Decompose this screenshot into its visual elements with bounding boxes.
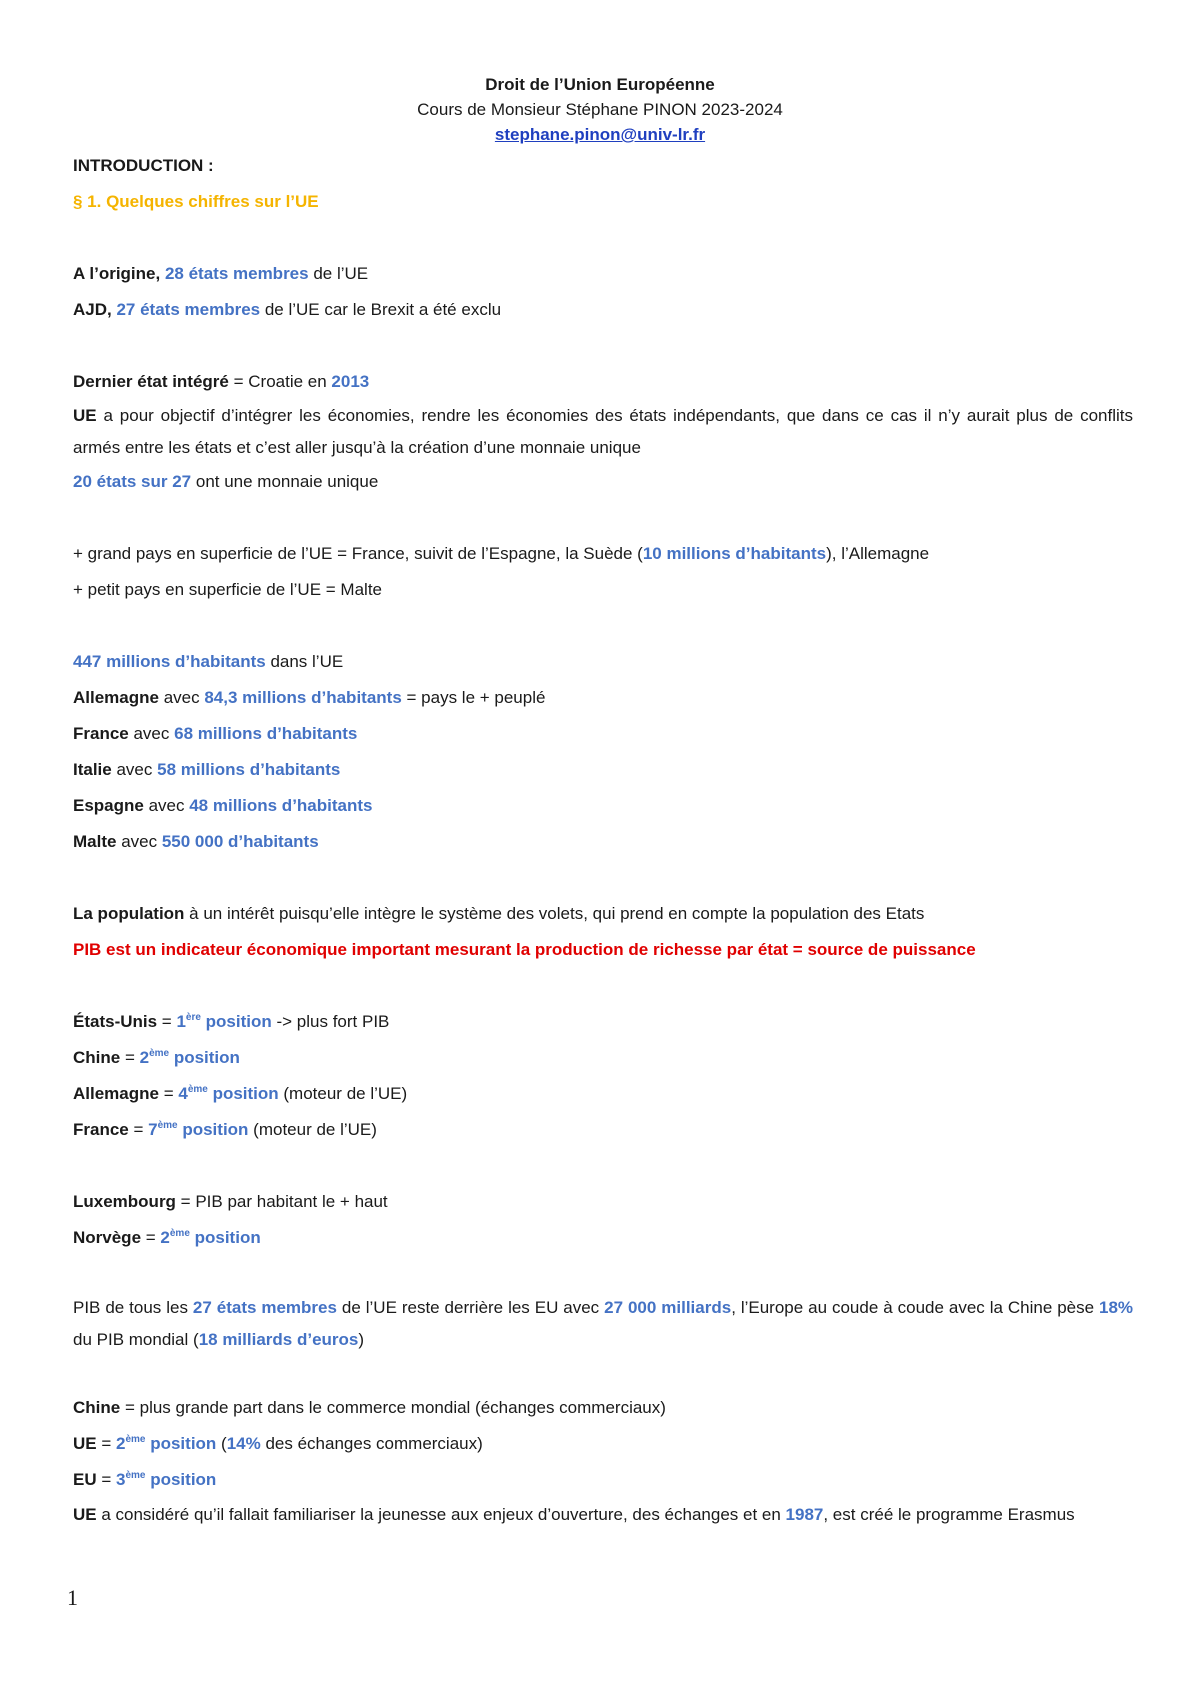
intro-heading: INTRODUCTION : bbox=[73, 156, 214, 175]
line-pib-27: PIB de tous les 27 états membres de l’UE reste derrière les EU avec 27 000 milliards, l’Europe au coude à coude avec la Chine pèse 18% du PIB mondial (18 milliards d’euros) bbox=[73, 1298, 1134, 1349]
line-ue-2eme: UE = 2ème position (14% des échanges commerciaux) bbox=[73, 1434, 483, 1453]
document-title: Droit de l’Union Européenne bbox=[485, 75, 715, 94]
line-population: La population à un intérêt puisqu’elle intègre le système des volets, qui prend en compte la population des Etats bbox=[73, 904, 925, 923]
section-heading: § 1. Quelques chiffres sur l’UE bbox=[73, 192, 319, 211]
line-pop-malte: Malte avec 550 000 d’habitants bbox=[73, 832, 319, 851]
line-ue-objectif: UE a pour objectif d’intégrer les économies, rendre les économies des états indépendants, que dans ce cas il n’y aurait plus de conflits armés entre les états et c’est aller jusqu’à la création d’une monnaie unique bbox=[73, 406, 1133, 457]
email-link[interactable]: stephane.pinon@univ-lr.fr bbox=[494, 125, 706, 144]
line-pop-france: France avec 68 millions d’habitants bbox=[73, 724, 358, 743]
line-grand-pays: + grand pays en superficie de l’UE = France, suivit de l’Espagne, la Suède (10 millions d’habitants), l’Allemagne bbox=[73, 544, 930, 563]
line-monnaie-unique: 20 états sur 27 ont une monnaie unique bbox=[73, 472, 379, 491]
line-origine: A l’origine, 28 états membres de l’UE bbox=[73, 264, 369, 283]
page-number: 1 bbox=[67, 1585, 78, 1610]
course-line: Cours de Monsieur Stéphane PINON 2023-2024 bbox=[417, 100, 783, 119]
line-petit-pays: + petit pays en superficie de l’UE = Malte bbox=[73, 580, 382, 599]
spacer bbox=[73, 220, 1133, 256]
line-rank-france: France = 7ème position (moteur de l’UE) bbox=[73, 1120, 377, 1139]
line-eu-3eme: EU = 3ème position bbox=[73, 1470, 217, 1489]
line-chine-commerce: Chine = plus grande part dans le commerce mondial (échanges commerciaux) bbox=[73, 1398, 666, 1417]
document-body bbox=[73, 148, 1133, 1532]
line-pop-espagne: Espagne avec 48 millions d’habitants bbox=[73, 796, 373, 815]
email-line bbox=[0, 122, 1200, 147]
line-pib-definition: PIB est un indicateur économique important mesurant la production de richesse par état = source de puissance bbox=[73, 940, 976, 959]
spacer bbox=[73, 500, 1133, 536]
line-pop-ue: 447 millions d’habitants dans l’UE bbox=[73, 652, 344, 671]
line-erasmus: UE a considéré qu’il fallait familiariser la jeunesse aux enjeux d’ouverture, des échanges et en 1987, est créé le programme Erasmus bbox=[73, 1505, 1075, 1524]
line-rank-allemagne: Allemagne = 4ème position (moteur de l’UE) bbox=[73, 1084, 408, 1103]
line-pop-italie: Italie avec 58 millions d’habitants bbox=[73, 760, 341, 779]
line-ajd: AJD, 27 états membres de l’UE car le Brexit a été exclu bbox=[73, 300, 502, 319]
spacer bbox=[73, 608, 1133, 644]
spacer bbox=[73, 328, 1133, 364]
spacer bbox=[73, 1356, 1133, 1390]
line-pop-allemagne: Allemagne avec 84,3 millions d’habitants = pays le + peuplé bbox=[73, 688, 546, 707]
line-rank-chine: Chine = 2ème position bbox=[73, 1048, 240, 1067]
spacer bbox=[73, 860, 1133, 896]
line-rank-usa: États-Unis = 1ère position -> plus fort PIB bbox=[73, 1012, 390, 1031]
document-header bbox=[0, 72, 1200, 147]
spacer bbox=[73, 1148, 1133, 1184]
line-luxembourg: Luxembourg = PIB par habitant le + haut bbox=[73, 1192, 388, 1211]
spacer bbox=[73, 968, 1133, 1004]
line-norvege: Norvège = 2ème position bbox=[73, 1228, 261, 1247]
spacer bbox=[73, 1256, 1133, 1292]
line-dernier-etat: Dernier état intégré = Croatie en 2013 bbox=[73, 372, 370, 391]
